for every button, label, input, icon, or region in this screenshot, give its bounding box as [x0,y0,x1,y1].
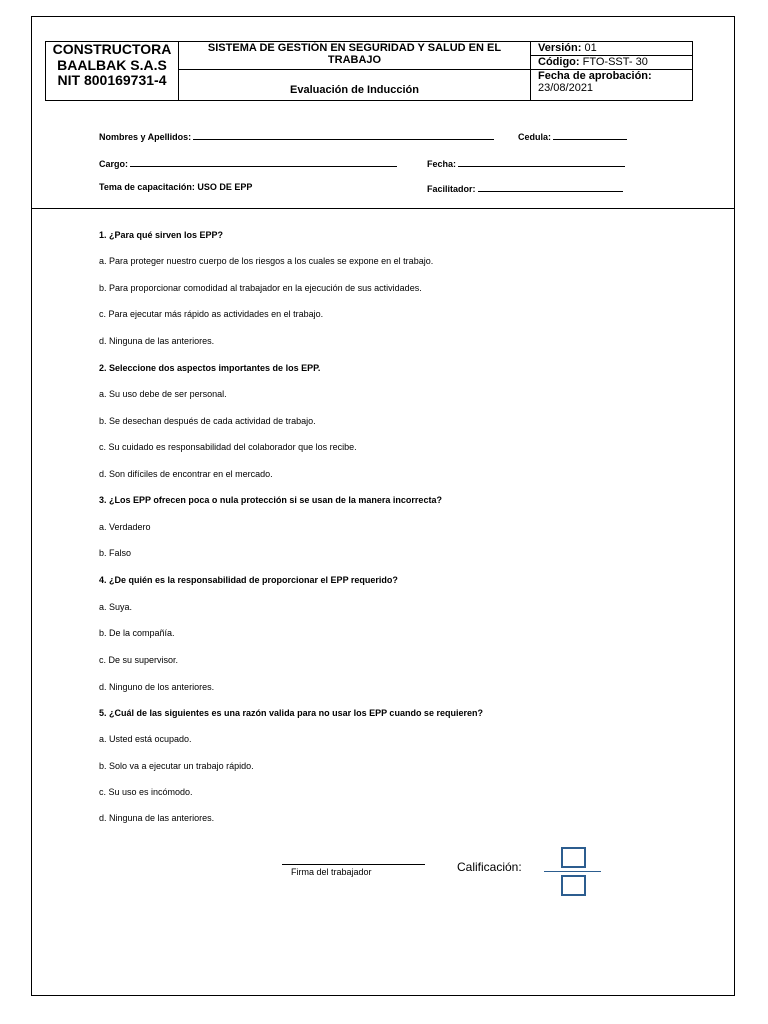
name-label: Nombres y Apellidos: [99,132,192,142]
system-title [179,42,531,70]
code-value: FTO-SST- 30 [582,56,648,68]
id-input-line[interactable] [553,130,627,140]
question-5-option-b[interactable]: b. Solo va a ejecutar un trabajo rápido. [99,761,254,771]
id-label: Cedula: [518,132,552,142]
approval-label: Fecha de aprobación: [538,70,652,82]
topic-label: Tema de capacitación: USO DE EPP [99,182,253,192]
system-title-line1: SISTEMA DE GESTIÓN EN SEGURIDAD Y SALUD EN EL [207,42,502,54]
header-table [45,41,693,101]
company-name-line2: BAALBAK S.A.S [57,56,167,73]
question-3: 3. ¿Los EPP ofrecen poca o nula protección si se usan de la manera incorrecta? [99,495,442,505]
question-4: 4. ¿De quién es la responsabilidad de proporcionar el EPP requerido? [99,575,398,585]
code-cell [531,56,692,70]
name-field [99,130,494,142]
question-5-option-c[interactable]: c. Su uso es incómodo. [99,787,193,797]
approval-cell [531,70,692,100]
question-3-option-b[interactable]: b. Falso [99,548,132,558]
position-input-line[interactable] [130,157,397,167]
version-cell [531,42,692,56]
question-4-option-a[interactable]: a. Suya. [99,602,133,612]
question-4-option-d[interactable]: d. Ninguno de los anteriores. [99,682,215,692]
signature-label: Firma del trabajador [291,867,372,877]
name-input-line[interactable] [193,130,494,140]
version-label: Versión: [538,42,582,54]
question-3-option-a[interactable]: a. Verdadero [99,522,151,532]
question-5: 5. ¿Cuál de las siguientes es una razón valida para no usar los EPP cuando se requieren? [99,708,483,718]
question-2: 2. Seleccione dos aspectos importantes de los EPP. [99,363,321,373]
question-1-option-b[interactable]: b. Para proporcionar comodidad al trabajador en la ejecución de sus actividades. [99,283,422,293]
topic-field [99,182,252,192]
date-field [427,157,625,169]
question-1: 1. ¿Para qué sirven los EPP? [99,230,224,240]
company-block [46,42,179,100]
grade-fraction-line [544,871,601,872]
id-field [518,130,627,142]
approval-value: 23/08/2021 [538,82,594,94]
signature-line[interactable] [282,864,425,865]
facilitator-label: Facilitador: [427,184,476,194]
question-2-option-c[interactable]: c. Su cuidado es responsabilidad del colaborador que los recibe. [99,442,357,452]
code-label: Código: [538,56,580,68]
version-value: 01 [584,42,597,54]
date-label: Fecha: [427,159,457,169]
grade-numerator-box[interactable] [561,847,586,868]
position-label: Cargo: [99,159,128,169]
position-field [99,157,397,169]
system-title-line2: TRABAJO [327,54,382,66]
facilitator-field [427,182,623,194]
question-5-option-d[interactable]: d. Ninguna de las anteriores. [99,813,215,823]
question-4-option-b[interactable]: b. De la compañía. [99,628,175,638]
grade-label: Calificación: [457,860,522,874]
question-1-option-a[interactable]: a. Para proteger nuestro cuerpo de los riesgos a los cuales se expone en el trabajo. [99,256,434,266]
facilitator-input-line[interactable] [478,182,623,192]
form-title: Evaluación de Inducción [179,70,531,100]
date-input-line[interactable] [458,157,625,167]
question-2-option-d[interactable]: d. Son difíciles de encontrar en el mercado. [99,469,273,479]
question-2-option-b[interactable]: b. Se desechan después de cada actividad de trabajo. [99,416,316,426]
grade-denominator-box[interactable] [561,875,586,896]
question-1-option-d[interactable]: d. Ninguna de las anteriores. [99,336,215,346]
section-divider [31,208,735,209]
company-nit: NIT 800169731-4 [57,72,167,88]
company-name-line1: CONSTRUCTORA [52,41,172,57]
question-2-option-a[interactable]: a. Su uso debe de ser personal. [99,389,227,399]
question-5-option-a[interactable]: a. Usted está ocupado. [99,734,192,744]
question-4-option-c[interactable]: c. De su supervisor. [99,655,179,665]
question-1-option-c[interactable]: c. Para ejecutar más rápido as actividades en el trabajo. [99,309,324,319]
